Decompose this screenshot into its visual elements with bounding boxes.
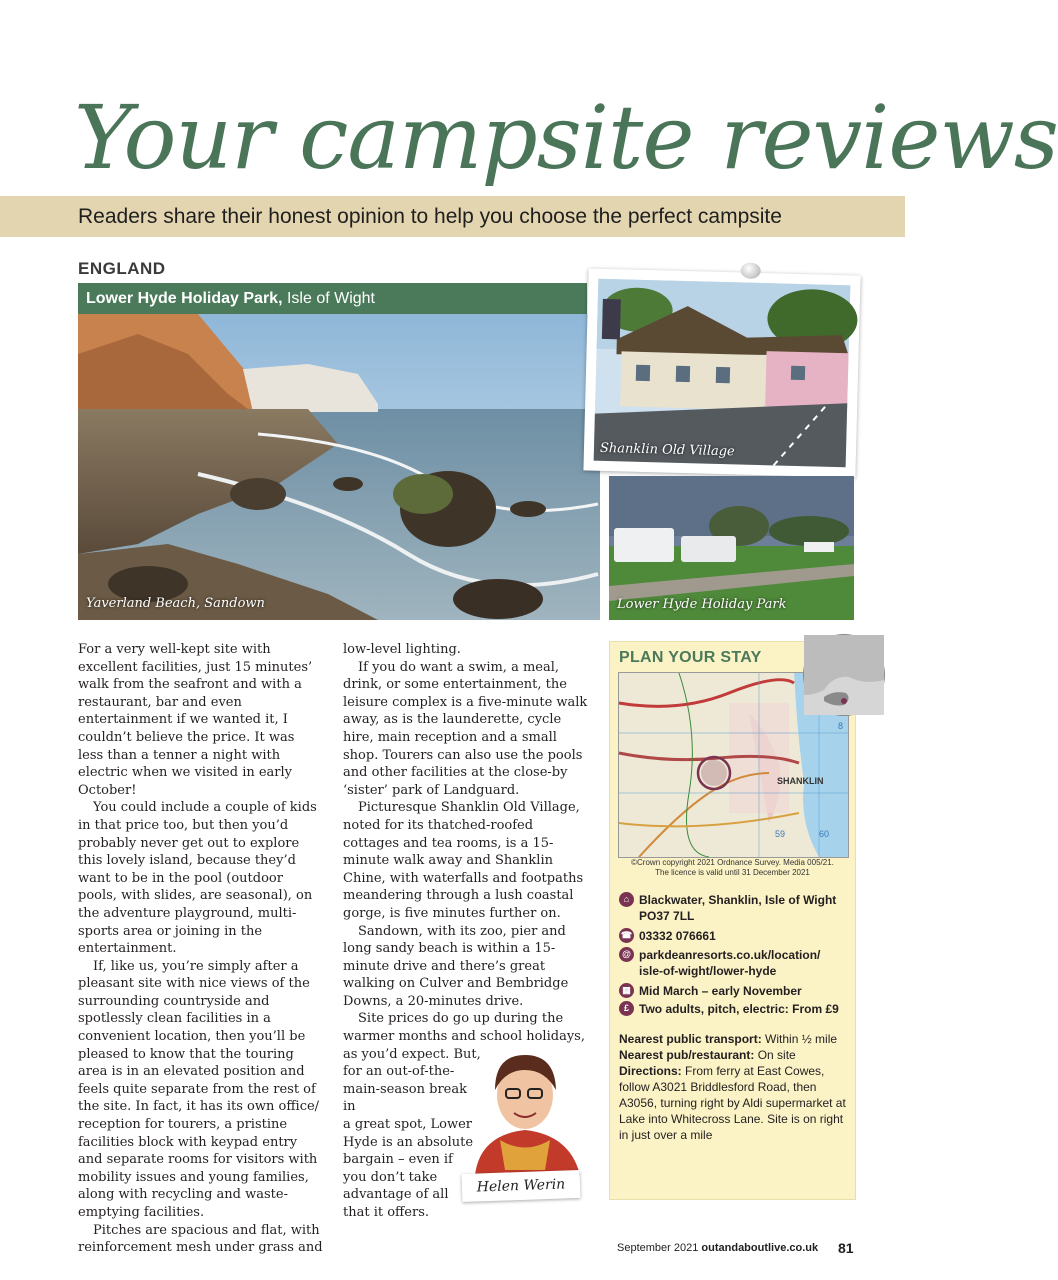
directions-value: From ferry at East Cowes, follow A3021 Briddlesford Road, then A3056, turning right by Aldi supermarket at Lake into Whitecross Lane. Site is on right in just over a mile bbox=[619, 1064, 846, 1142]
article-column-1 bbox=[78, 641, 323, 1257]
author-tag bbox=[462, 1170, 581, 1202]
phone-number: 03332 076661 bbox=[639, 929, 716, 943]
copyright-line: ©Crown copyright 2021 Ordnance Survey. Media 005/21. bbox=[631, 858, 834, 867]
pub-label: Nearest pub/restaurant: bbox=[619, 1048, 755, 1062]
page-number: 81 bbox=[838, 1240, 854, 1256]
travel-facts bbox=[619, 1031, 849, 1143]
map-copyright bbox=[610, 858, 855, 878]
plan-title: PLAN YOUR STAY bbox=[619, 649, 762, 666]
paragraph: You could include a couple of kids in that price too, but then you’d probably never get out to explore this lovely island, because they’d want to be in the pool (outdoor pools, with slides, are seasonal), on the adventure playground, multi-sports area or joining in the entertainment. bbox=[78, 800, 317, 957]
postcode: PO37 7LL bbox=[639, 909, 695, 923]
village-polaroid bbox=[583, 268, 860, 477]
season-dates: Mid March – early November bbox=[639, 984, 802, 998]
copyright-line: The licence is valid until 31 December 2021 bbox=[655, 868, 810, 877]
paragraph: If, like us, you’re simply after a pleasant site with nice views of the surrounding countryside and spotlessly clean facilities in a convenient location, then you’ll be pleased to know that the touring area is in an elevated position and feels quite separate from the rest of the site. In fact, it has its own office/ reception for tourers, a pristine facilities block with keypad entry and separate rooms for visitors with mobility issues and young families, along with recycling and waste-emptying facilities. bbox=[78, 958, 320, 1220]
plan-your-stay-box bbox=[609, 641, 856, 1200]
price-row bbox=[619, 1001, 849, 1019]
paragraph: Sandown, with its zoo, pier and long sandy beach is within a 15-minute drive and there’s great walking on Culver and Bembridge Downs, a 20-minutes drive. bbox=[343, 923, 569, 1009]
text-line: advantage of all bbox=[343, 1187, 449, 1203]
pin-icon bbox=[740, 262, 760, 279]
phone-row bbox=[619, 928, 849, 946]
author-photo bbox=[470, 1045, 582, 1175]
paragraph: Picturesque Shanklin Old Village, noted for its thatched-roofed cottages and tea rooms, is a 15-minute walk away and Shanklin Chine, with waterfalls and footpaths meandering through a lush coastal gorge, is five minutes further on. bbox=[343, 800, 584, 921]
phone-icon: ☎ bbox=[619, 928, 634, 943]
paragraph: For a very well-kept site with excellent facilities, just 15 minutes’ walk from the seafront and with a restaurant, bar and even entertainment if we wanted it, I couldn’t believe the price. It was less than a tenner a night with electric when we visited in early October! bbox=[78, 642, 313, 798]
beach-photo bbox=[78, 314, 600, 620]
paragraph: Pitches are spacious and flat, with reinforcement mesh under grass and bbox=[78, 1222, 323, 1256]
transport-value: Within ½ mile bbox=[761, 1032, 838, 1046]
directions-label: Directions: bbox=[619, 1064, 682, 1078]
park-location: Isle of Wight bbox=[286, 290, 375, 307]
pound-icon: £ bbox=[619, 1001, 634, 1016]
page-title: Your campsite reviews bbox=[74, 86, 1058, 189]
text-line: that it offers. bbox=[343, 1205, 429, 1220]
text-line: you don’t take bbox=[343, 1169, 438, 1185]
map-grid-label: 60 bbox=[819, 829, 830, 839]
pub-value: On site bbox=[754, 1048, 796, 1062]
website-line[interactable]: isle-of-wight/lower-hyde bbox=[639, 964, 777, 978]
transport-line bbox=[619, 1031, 849, 1047]
website: outandaboutlive.co.uk bbox=[701, 1242, 819, 1254]
park-photo bbox=[609, 476, 854, 620]
park-name: Lower Hyde Holiday Park, bbox=[86, 290, 283, 307]
web-icon: @ bbox=[619, 947, 634, 962]
author-name: Helen Werin bbox=[476, 1176, 566, 1196]
subtitle-banner bbox=[0, 196, 905, 237]
transport-label: Nearest public transport: bbox=[619, 1032, 762, 1046]
season-row bbox=[619, 983, 849, 1001]
web-row bbox=[619, 947, 849, 981]
village-photo bbox=[594, 279, 851, 468]
issue-date: September 2021 bbox=[617, 1242, 699, 1254]
park-title-bar bbox=[78, 283, 587, 314]
pub-line bbox=[619, 1047, 849, 1063]
text-line: for an out-of-the- bbox=[343, 1064, 455, 1080]
address-row bbox=[619, 892, 849, 926]
subtitle-text: Readers share their honest opinion to help you choose the perfect campsite bbox=[78, 205, 782, 228]
map-grid-label: 59 bbox=[775, 829, 786, 839]
text-line: bargain – even if bbox=[343, 1152, 453, 1168]
calendar-icon: ▦ bbox=[619, 983, 634, 998]
address-line: Blackwater, Shanklin, Isle of Wight bbox=[639, 893, 837, 907]
locator-inset-map bbox=[803, 634, 885, 716]
village-caption: Shanklin Old Village bbox=[599, 440, 735, 460]
paragraph: If you do want a swim, a meal, drink, or some entertainment, the leisure complex is a five-minute walk away, as is the launderette, cycle hire, main reception and a small shop. Tourers can also use the pools and other facilities at the close-by ‘sister’ park of Landguard. bbox=[343, 659, 588, 798]
region-heading: ENGLAND bbox=[78, 259, 166, 278]
text-line: main-season break in bbox=[343, 1081, 467, 1115]
text-line: a great spot, Lower bbox=[343, 1117, 473, 1133]
website-line[interactable]: parkdeanresorts.co.uk/location/ bbox=[639, 948, 821, 962]
paragraph: low-level lighting. bbox=[343, 642, 461, 657]
map-grid-label: 8 bbox=[838, 721, 844, 731]
footer bbox=[617, 1242, 818, 1254]
home-icon: ⌂ bbox=[619, 892, 634, 907]
text-line: Hyde is an absolute bbox=[343, 1134, 474, 1150]
park-caption: Lower Hyde Holiday Park bbox=[617, 597, 787, 612]
paragraph: Site prices do go up during the warmer months and school holidays, as you’d expect. But, bbox=[343, 1011, 585, 1062]
beach-caption: Yaverland Beach, Sandown bbox=[86, 596, 265, 611]
map-town-label: SHANKLIN bbox=[777, 776, 824, 786]
directions-line bbox=[619, 1063, 849, 1143]
price-text: Two adults, pitch, electric: From £9 bbox=[639, 1002, 839, 1016]
